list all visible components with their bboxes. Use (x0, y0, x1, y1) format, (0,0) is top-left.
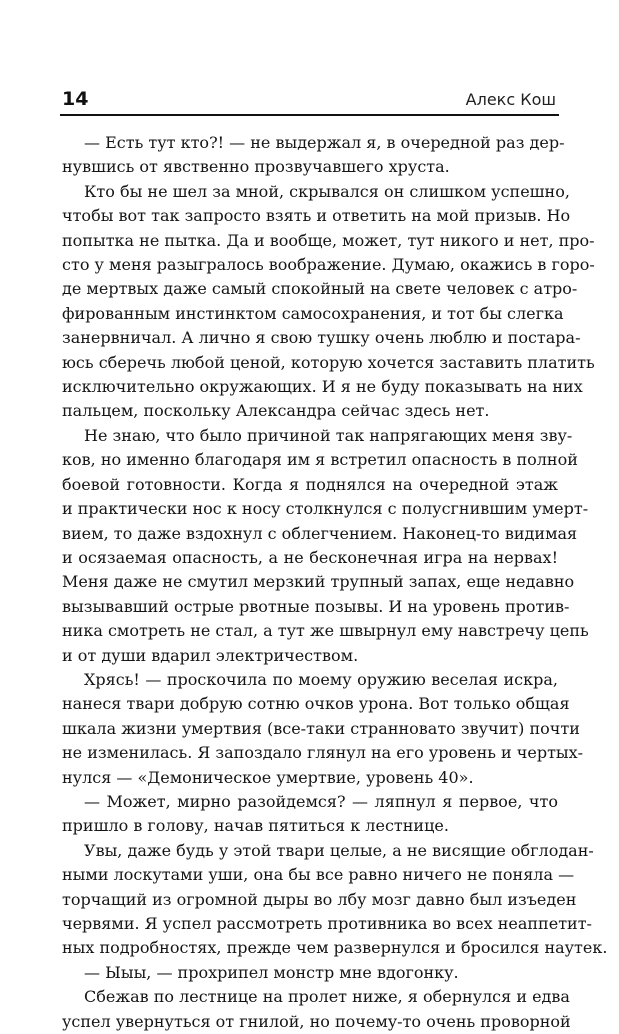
text-line: юсь сберечь любой ценой, которую хочется заставить платить (62, 352, 595, 372)
text-line: вызывавший острые рвотные позывы. И на уровень против- (62, 596, 570, 616)
text-line: вием, то даже вздохнул с облегчением. Наконец-то видимая (62, 523, 578, 543)
text-line: де мертвых даже самый спокойный на свете человек с атро- (62, 279, 578, 299)
text-line: и осязаемая опасность, а не бесконечная игра на нервах! (62, 547, 558, 567)
text-line: занервничал. А лично я свою тушку очень люблю и постара- (62, 328, 581, 348)
text-line: чтобы вот так запросто взять и ответить на мой призыв. Но (62, 206, 571, 226)
text-line: сто у меня разыгралось воображение. Думаю, окажись в горо- (62, 255, 595, 275)
text-line: фированным инстинктом самосохранения, и тот бы слегка (62, 303, 564, 323)
text-line: и от души вдарил электричеством. (62, 645, 359, 665)
text-line: Хрясь! — проскочила по моему оружию веселая искра, (84, 669, 558, 689)
text-line: ными лоскутами уши, она бы все равно ничего не поняла — (62, 865, 575, 885)
text-line: шкала жизни умертвия (все-таки странновато звучит) почти (62, 718, 580, 738)
body-text (62, 131, 608, 1034)
text-line: нулся — «Демоническое умертвие, уровень 40». (62, 767, 474, 787)
text-line: ных подробностях, прежде чем развернулся и бросился наутек. (62, 938, 608, 958)
text-line: — Ыыы, — прохрипел монстр мне вдогонку. (84, 962, 459, 982)
text-line: и практически нос к носу столкнулся с полусгнившим умерт- (62, 499, 589, 519)
text-line: не изменилась. Я запоздало глянул на его уровень и чертых- (62, 743, 584, 763)
header-rule (60, 114, 559, 116)
text-line: Увы, даже будь у этой твари целые, а не висящие обглодан- (84, 840, 594, 860)
text-line: — Есть тут кто?! — не выдержал я, в очередной раз дер- (84, 133, 565, 152)
text-line: попытка не пытка. Да и вообще, может, тут никого и нет, про- (62, 230, 595, 250)
text-line: Кто бы не шел за мной, скрывался он слишком успешно, (84, 181, 570, 201)
text-line: нувшись от явственно прозвучавшего хруста. (62, 157, 450, 177)
text-line: пришло в голову, начав пятиться к лестнице. (62, 816, 449, 836)
text-line: червями. Я успел рассмотреть противника во всех неаппетит- (62, 914, 592, 933)
text-line: пальцем, поскольку Александра сейчас здесь нет. (62, 401, 490, 421)
text-line: боевой готовности. Когда я поднялся на очередной этаж (62, 474, 558, 494)
page-number: 14 (62, 88, 89, 110)
text-line: ника смотреть не стал, а тут же швырнул ему навстречу цепь (62, 621, 589, 641)
paragraph (62, 961, 558, 985)
paragraph (62, 839, 608, 961)
text-line: — Может, мирно разойдемся? — ляпнул я первое, что (84, 791, 558, 811)
paragraph (62, 424, 589, 668)
text-line: нанеся твари добрую сотню очков урона. Вот только общая (62, 694, 570, 714)
text-line: Не знаю, что было причиной так напрягающих меня зву- (84, 425, 573, 445)
paragraph (62, 985, 571, 1034)
paragraph (62, 790, 558, 839)
paragraph (62, 668, 584, 790)
paragraph (62, 180, 595, 424)
paragraph (62, 131, 565, 180)
text-line: ков, но именно благодаря им я встретил опасность в полной (62, 450, 578, 470)
text-line: Сбежав по лестнице на пролет ниже, я обернулся и едва (84, 987, 570, 1007)
text-line: торчащий из огромной дыры во лбу мозг давно был изъеден (62, 889, 577, 909)
running-head-author: Алекс Кош (465, 90, 556, 109)
text-line: успел увернуться от гнилой, но почему-то очень проворной (62, 1011, 571, 1031)
text-line: Меня даже не смутил мерзкий трупный запах, еще недавно (62, 572, 575, 592)
text-line: исключительно окружающих. И я не буду показывать на них (62, 377, 583, 397)
